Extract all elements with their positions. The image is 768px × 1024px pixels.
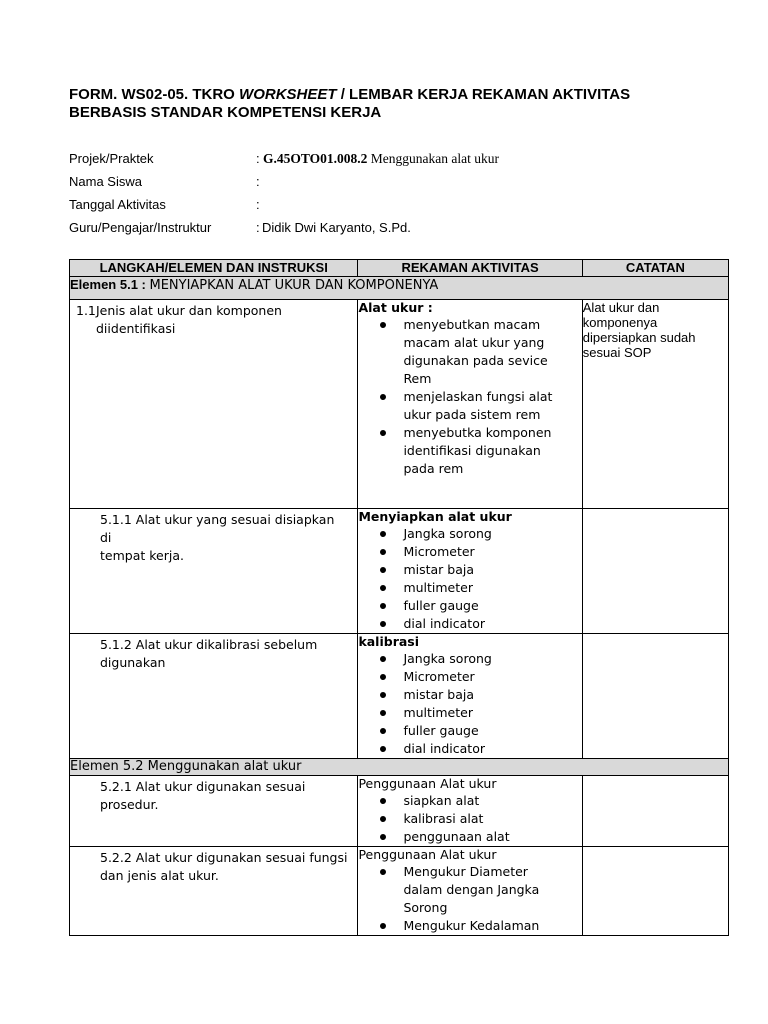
meta-colon: : [256,197,260,212]
record-5-2-1 [358,776,582,847]
list-line: ukur pada sistem rem [403,407,541,422]
form-title-italic: WORKSHEET [239,86,337,103]
form-title-line1 [69,86,709,104]
section-row-5-1 [70,277,729,300]
list-line: Rem [403,371,432,386]
meta-colon: : [256,174,260,189]
note-5-2-2 [582,847,728,936]
meta-value-projek [263,150,499,167]
list-line: multimeter [403,705,473,720]
bullet-icon [380,674,386,680]
meta-value-guru: Didik Dwi Karyanto, S.Pd. [262,220,411,235]
step-5-2-2 [70,847,358,936]
note-line: dipersiapkan sudah [582,330,696,345]
form-meta [69,150,729,242]
record-heading: Menyiapkan alat ukur [358,509,512,524]
step-line: 5.1.2 Alat ukur dikalibrasi sebelum [100,637,318,652]
list-line: mistar baja [403,562,475,577]
record-5-2-2 [358,847,582,936]
table-header-row [70,260,729,277]
section-5-2-title: Elemen 5.2 Menggunakan alat ukur [70,759,302,774]
bullet-icon [380,746,386,752]
meta-label: Nama Siswa [69,174,142,189]
header-langkah: LANGKAH/ELEMEN DAN INSTRUKSI [70,260,358,277]
meta-row-projek [69,150,729,173]
meta-row-tanggal [69,196,729,219]
note-5-2-1 [582,776,728,847]
step-line: Jenis alat ukur dan komponen [96,303,282,318]
step-5-1-2-text [70,634,357,672]
section-5-2 [70,759,729,776]
list-line: kalibrasi alat [403,811,484,826]
list-line: menyebutkan macam [403,317,541,332]
step-5-2-1-text [70,776,357,814]
meta-colon: : [256,151,260,166]
step-1-1-text [70,300,357,338]
bullet-icon [380,923,386,929]
record-heading: Alat ukur : [358,300,433,315]
list-item [358,615,581,633]
list-item [358,668,581,686]
header-catatan: CATATAN [582,260,728,277]
list-item [358,597,581,615]
list-line: menyebutka komponen [403,425,552,440]
list-line: digunakan pada sevice [403,353,548,368]
note-1-1 [582,300,728,509]
step-5-2-1 [70,776,358,847]
list-item [358,722,581,740]
list-item [358,579,581,597]
step-line: 5.2.2 Alat ukur digunakan sesuai fungsi [100,850,348,865]
step-line: prosedur. [100,797,159,812]
list-line: siapkan alat [403,793,480,808]
bullet-icon [380,531,386,537]
bullet-icon [380,603,386,609]
activity-table [69,259,729,936]
record-list [358,525,581,633]
list-line: Mengukur Kedalaman [403,918,540,933]
step-5-1-2 [70,634,358,759]
step-1-1 [70,300,358,509]
list-line: Mengukur Diameter [403,864,528,879]
list-item [358,525,581,543]
meta-label: Guru/Pengajar/Instruktur [69,220,212,235]
record-1-1 [358,300,582,509]
header-rekaman: REKAMAN AKTIVITAS [358,260,582,277]
project-name: Menggunakan alat ukur [367,151,499,166]
note-5-1-2 [582,634,728,759]
step-line: dan jenis alat ukur. [100,868,219,883]
list-line: mistar baja [403,687,475,702]
bullet-icon [380,710,386,716]
list-line: Jangka sorong [403,651,492,666]
bullet-icon [380,656,386,662]
form-title-part1: FORM. WS02-05. TKRO [69,86,240,103]
step-line: diidentifikasi [96,321,176,336]
form-title-part2: / LEMBAR KERJA REKAMAN AKTIVITAS [336,86,631,103]
meta-row-nama [69,173,729,196]
bullet-icon [380,816,386,822]
step-line: tempat kerja. [100,548,184,563]
meta-label: Projek/Praktek [69,151,154,166]
table-row [70,776,729,847]
table-row [70,509,729,634]
list-item [358,316,581,388]
bullet-icon [380,549,386,555]
note-line: sesuai SOP [582,345,652,360]
list-line: Jangka sorong [403,526,492,541]
step-line: 5.1.1 Alat ukur yang sesuai disiapkan di [100,512,335,545]
bullet-icon [380,394,386,400]
section-row-5-2 [70,759,729,776]
list-item [358,686,581,704]
step-5-1-1 [70,509,358,634]
list-item [358,740,581,758]
section-5-1 [70,277,729,300]
bullet-icon [380,692,386,698]
list-item [358,704,581,722]
list-item [358,424,581,478]
bullet-icon [380,798,386,804]
record-heading: kalibrasi [358,634,420,649]
meta-colon: : [256,220,260,235]
table-row [70,847,729,936]
list-item [358,650,581,668]
note-5-1-1 [582,509,728,634]
list-line: identifikasi digunakan [403,443,541,458]
form-title-line2: BERBASIS STANDAR KOMPETENSI KERJA [69,104,382,121]
list-line: Micrometer [403,669,475,684]
record-list [358,792,581,846]
list-line: dalam dengan Jangka [403,882,540,897]
record-list [358,650,581,758]
step-line: 5.2.1 Alat ukur digunakan sesuai [100,779,306,794]
section-5-1-lead: Elemen 5.1 : [70,277,150,292]
table-row [70,634,729,759]
list-line: penggunaan alat [403,829,510,844]
record-list [358,863,581,935]
list-line: Micrometer [403,544,475,559]
bullet-icon [380,834,386,840]
record-5-1-2 [358,634,582,759]
form-title [69,86,709,122]
note-line: Alat ukur dan [582,300,660,315]
bullet-icon [380,728,386,734]
record-list [358,316,581,478]
list-line: Sorong [403,900,448,915]
list-item [358,917,581,935]
list-line: fuller gauge [403,723,479,738]
list-item [358,810,581,828]
section-5-1-title: MENYIAPKAN ALAT UKUR DAN KOMPONENYA [149,278,439,293]
meta-label: Tanggal Aktivitas [69,197,166,212]
record-heading: Penggunaan Alat ukur [358,847,497,862]
list-item [358,543,581,561]
list-line: pada rem [403,461,464,476]
step-number: 1.1 [76,303,96,318]
list-line: multimeter [403,580,473,595]
bullet-icon [380,567,386,573]
table-row [70,300,729,509]
list-line: dial indicator [403,741,485,756]
step-line: digunakan [100,655,166,670]
bullet-icon [380,621,386,627]
step-1-1-line1 [76,302,351,320]
list-line: menjelaskan fungsi alat [403,389,553,404]
record-5-1-1 [358,509,582,634]
bullet-icon [380,869,386,875]
list-item [358,561,581,579]
bullet-icon [380,430,386,436]
record-heading: Penggunaan Alat ukur [358,776,497,791]
step-5-2-2-text [70,847,357,885]
bullet-icon [380,322,386,328]
meta-row-guru [69,219,729,242]
list-item [358,792,581,810]
list-item [358,388,581,424]
list-line: dial indicator [403,616,485,631]
list-item [358,863,581,917]
list-item [358,828,581,846]
step-5-1-1-text [70,509,357,565]
list-line: fuller gauge [403,598,479,613]
project-code: G.45OTO01.008.2 [263,151,368,166]
note-line: komponenya [582,315,658,330]
list-line: macam alat ukur yang [403,335,545,350]
bullet-icon [380,585,386,591]
